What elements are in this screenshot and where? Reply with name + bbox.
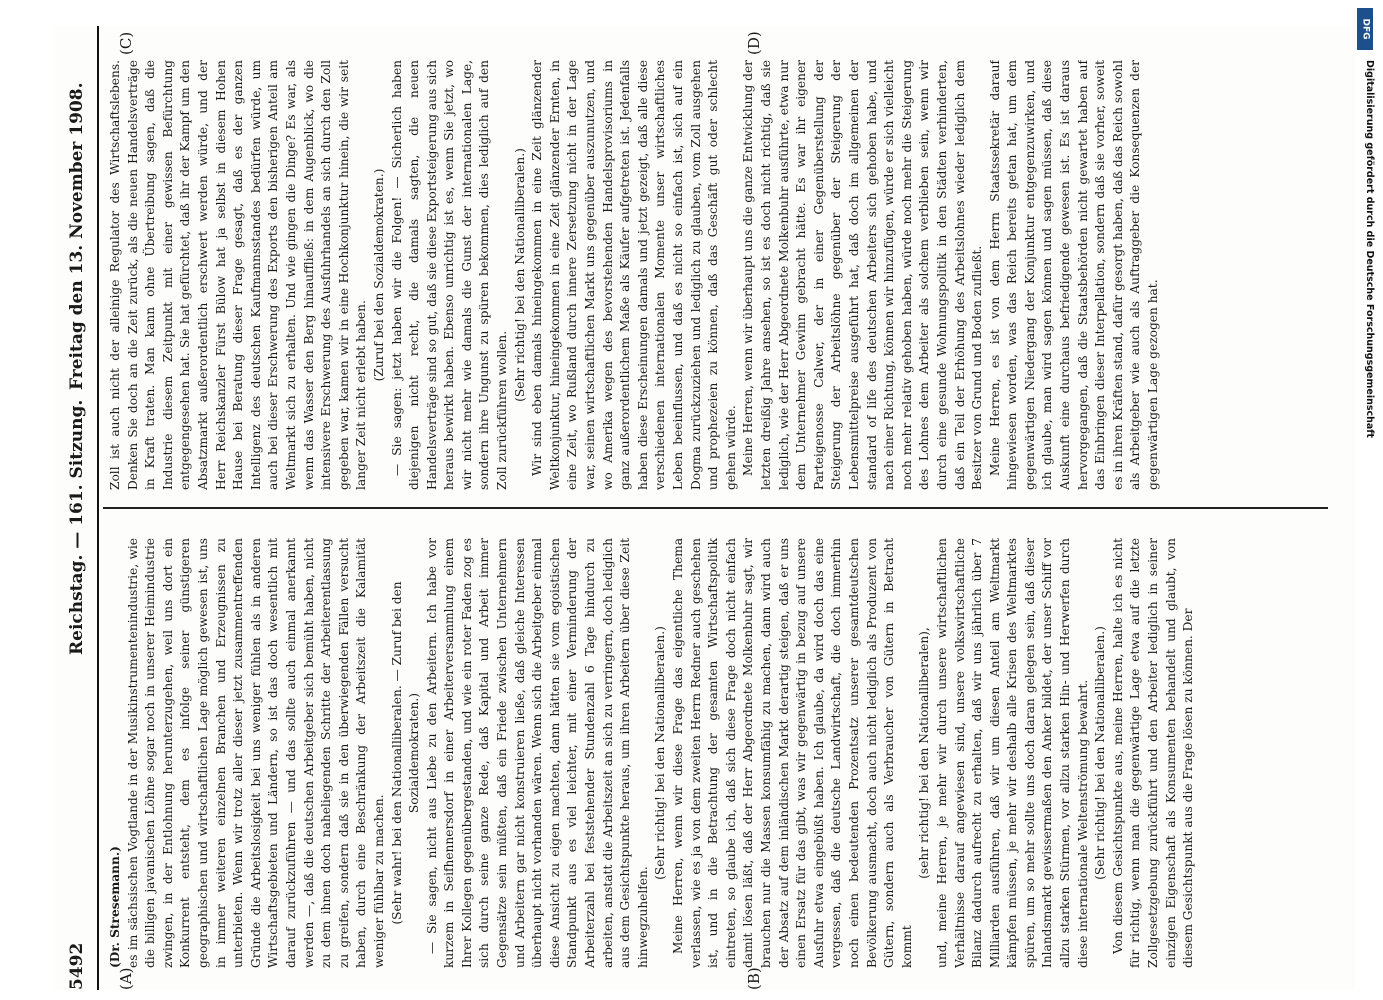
margin-letter-c: (C): [117, 31, 135, 55]
dfg-logo: DFG: [1357, 8, 1373, 50]
paragraph: Zoll ist auch nicht der alleinige Regulator des Wirtschaftslebens. Denken Sie doch an die Zeit zurück, als die neuen Handelsverträge in Kraft traten. Man kann ohne Übertreibung sagen, daß die Industrie diesem Zeitpunkt mit einer gewissen Befürchtung entgegengesehen hat. Sie hat gefürchtet, daß ihr der Kampf um den Absatzmarkt außerordentlich erschwert werden würde, und der Herr Reichskanzler Fürst Bülow hat ja selbst in diesem Hohen Hause bei Beratung dieser Frage gesagt, daß es der ganzen Intelligenz des deutschen Kaufmannsstandes bedürfen würde, um auch bei dieser Erschwerung des Exports den bisherigen Anteil am Weltmarkt sich zu erhalten. Und wie gingen die Dinge? Es war, als wenn das Wasser den Berg hinauffließ: in dem Augenblick, wo die intensivere Erschwerung des Ausfuhrhandels an sich durch den Zoll gegeben war, kamen wir in eine Hochkonjunktur hinein, die wir seit langer Zeit nicht erlebt haben.: [108, 60, 369, 490]
session-date: Freitag den 13. November 1908.: [67, 82, 87, 390]
speaker-name: (Dr. Stresemann.): [108, 846, 122, 968]
interjection: (sehr richtig! bei den Nationalliberalen),: [917, 627, 932, 879]
margin-letter-a: (A): [117, 967, 135, 990]
digitization-credit: [1357, 60, 1375, 940]
paragraph: Meine Herren, es ist von dem Herrn Staatssekretär darauf hingewiesen worden, was das Reich bereits getan hat, um dem gegenwärtigen Niedergang der Konjunktur entgegenzuwirken, und ich glaube, man wird sagen können und sagen müssen, daß diese Auskunft eine durchaus befriedigende gewesen ist. Es ist daraus hervorgegangen, daß die Staatsbehörden nicht gewartet haben auf das Einbringen dieser Interpellation, sondern daß sie vorher, soweit es in ihren Kräften stand, dafür gesorgt haben, daß das Reich sowohl als Arbeitgeber wie auch als Auftraggeber die Konsequenzen der gegenwärtigen Lage gezogen hat.: [987, 60, 1161, 490]
paragraph: es im sächsischen Vogtlande in der Musikinstrumentenindustrie, wie die billigen javanischen Löhne sogar noch in unserer Heimindustrie zwingen, in der Entlohnung herunterzugehen, weil uns dort ein Konkurrent entsteht, dem es infolge seiner günstigeren geographischen und wirtschaftlichen Lage möglich gewesen ist, uns in immer weiteren einzelnen Branchen und Erzeugnissen zu unterbieten. Wenn wir trotz aller dieser jetzt zusammentreffenden Gründe die Arbeitslosigkeit bei uns weniger fühlen als in anderen Wirtschaftsgebieten und Ländern, so ist das doch wesentlich mit darauf zurückzuführen — und das sollte auch einmal anerkannt werden —, daß die deutschen Arbeitgeber sich bemüht haben, nicht zu dem ihnen doch naheliegenden Schritte der Arbeiterentlassung zu greifen, sondern daß sie in den überwiegenden Fällen versucht haben, durch eine Beschränkung der Arbeitszeit die Kalamität weniger fühlbar zu machen.: [125, 538, 386, 968]
paragraph: Meine Herren, wenn wir überhaupt uns die ganze Entwicklung der letzten dreißig Jahre ansehen, so ist es doch nicht richtig, daß sie lediglich, wie der Herr Abgeordnete Molkenbuhr ausführte, etwa nur dem Unternehmer Gewinn gebracht hätte. Es war ihr eigener Parteigenosse Calwer, der in einer Gegenüberstellung der Steigerung der Arbeitslöhne gegenüber der Steigerung der Lebensmittelpreise ausgeführt hat, daß doch im allgemeinen der standard of life des deutschen Arbeiters sich gehoben habe, und nach einer Richtung, können wir hinzufügen, würde er sich vielleicht noch mehr relativ gehoben haben, würde noch mehr die Steigerung des Lohnes dem Arbeiter als solchem verblieben sein, wenn wir durch eine gesunde Wohnungspolitik in den Städten verhinderten, daß ein Teil der Erhöhung des Arbeitslohnes wieder lediglich dem Besitzer von Grund und Boden zufließt.: [741, 60, 985, 490]
interjection: (Sehr richtig! bei den Nationalliberalen.): [1093, 626, 1108, 880]
page-header: [67, 26, 93, 990]
left-column: [107, 538, 1337, 968]
paragraph: und, meine Herren, je mehr wir durch unsere wirtschaftlichen Verhältnisse darauf angewiesen sind, unsere volkswirtschaftliche Bilanz dadurch aufrecht zu erhalten, daß wir uns jährlich über 7 Milliarden ausführen, daß wir um diesen Anteil am Weltmarkt kämpfen müssen, je mehr wir deshalb alle Krisen des Weltmarktes spüren, um so mehr sollte uns doch daran gelegen sein, daß dieser Inlandsmarkt gewissermaßen den Anker bildet, der unser Schiff vor allzu starken Stürmen, vor allzu starken Hin- und Herwerfen durch diese internationale Weltenströmung bewahrt.: [934, 538, 1090, 968]
document-page: [55, 26, 1355, 990]
interjection: (Sehr richtig! bei den Nationalliberalen.): [653, 626, 668, 880]
paragraph: Wir sind eben damals hineingekommen in eine Zeit glänzender Weltkonjunktur, hineingekommen in eine Zeit glänzender Ernten, in eine Zeit, wo Rußland durch innere Zersetzung nicht in der Lage war, seinen wirtschaftlichen Markt uns gegenüber auszunutzen, und wo Amerika wegen des bevorstehenden Handelsprovisoriums in ganz außerordentlichem Maße als Käufer aufgetreten ist. Jedenfalls haben diese Erscheinungen damals und jetzt gezeigt, daß alle diese verschiedenen internationalen Momente unser wirtschaftliches Leben beeinflussen, und daß es nicht so einfach ist, sich auf ein Dogma zurückzuziehen und lediglich zu glauben, vom Zoll ausgehen und prophezeien zu können, daß das Geschäft gut oder schlecht gehen würde.: [530, 60, 738, 490]
interjection: (Sehr wahr! bei den Nationalliberalen. — Zuruf bei den Sozialdemokraten.): [389, 581, 422, 925]
interjection: (Zuruf bei den Sozialdemokraten.): [371, 168, 386, 382]
page-number: 5492: [67, 942, 87, 990]
interjection: (Sehr richtig! bei den Nationalliberalen.): [512, 148, 527, 402]
margin-letter-d: (D): [745, 31, 763, 55]
digitization-credit-text: Digitalisierung gefördert durch die Deutsche Forschungsgemeinschaft: [1364, 60, 1375, 438]
paragraph: Meine Herren, wenn wir diese Frage das eigentliche Thema verlassen, wie es ja von dem zweiten Herrn Redner auch geschehen ist, und in die Betrachtung der gesamten Wirtschaftspolitik eintreten, so glaube ich, daß sich diese Frage doch nicht einfach damit lösen läßt, daß der Herr Abgeordnete Molkenbuhr sagt, wir brauchen nur die Massen konsumfähig zu machen, dann wird auch der Absatz auf dem inländischen Markt derartig steigen, daß er uns einen Ersatz für das gibt, was wir gegenwärtig in bezug auf unsere Ausfuhr etwa eingebüßt haben. Ich glaube, da wird doch das eine vergessen, daß die deutsche Landwirtschaft, die doch immerhin noch einen bedeutenden Prozentsatz unserer gesamtdeutschen Bevölkerung ausmacht, doch auch nicht lediglich als Produzent von Gütern, sondern auch als Verbraucher von Gütern in Betracht kommt: [671, 538, 914, 968]
paragraph: Von diesem Gesichtspunkte aus, meine Herren, halte ich es nicht für richtig, wenn man die gegenwärtige Lage etwa auf die letzte Zollgesetzgebung zurückführt und den Arbeiter lediglich in seiner einzigen Eigenschaft als Konsumenten behandelt und glaubt, von diesem Gesichtspunkt aus die Frage lösen zu können. Der: [1110, 538, 1196, 968]
margin-letter-b: (B): [745, 967, 763, 990]
column-divider: [103, 507, 1328, 509]
header-rule: [97, 26, 99, 990]
paragraph: — Sie sagen, nicht aus Liebe zu den Arbeitern. Ich habe vor kurzem in Seifhennersdorf in einer Arbeiterversammlung einem Ihrer Kollegen gegenübergestanden, und wie ein roter Faden zog es sich durch seine ganze Rede, daß Kapital und Arbeit immer Gegensätze sein müßten, daß ein Friede zwischen Unternehmern und Arbeitern gar nicht konstruieren ließe, daß gleiche Interessen überhaupt nicht vorhanden wären. Wenn sich die Arbeitgeber einmal diese Ansicht zu eigen machten, dann hätten sie vom egoistischen Standpunkt aus es viel leichter, mit einer Verminderung der Arbeiterzahl bei feststehender Stundenzahl 6 Tage hindurch zu arbeiten, anstatt die Arbeitszeit an sich zu verringern, doch lediglich aus dem Gesichtspunkte heraus, um ihren Arbeitern über diese Zeit hinwegzuhelfen.: [424, 538, 650, 968]
paragraph: — Sie sagen: jetzt haben wir die Folgen! — Sicherlich haben diejenigen nicht recht, die damals sagten, die neuen Handelsverträge sind so gut, daß sie diese Exportsteigerung aus sich heraus bewirkt haben. Ebenso unrichtig ist es, wenn Sie jetzt, wo wir nicht mehr wie damals die Gunst der internationalen Lage, sondern ihre Ungunst zu spüren bekommen, dies lediglich auf den Zoll zurückführen wollen.: [389, 60, 510, 490]
session-title: Reichstag. — 161. Sitzung.: [67, 399, 87, 655]
right-column: [107, 60, 1337, 490]
